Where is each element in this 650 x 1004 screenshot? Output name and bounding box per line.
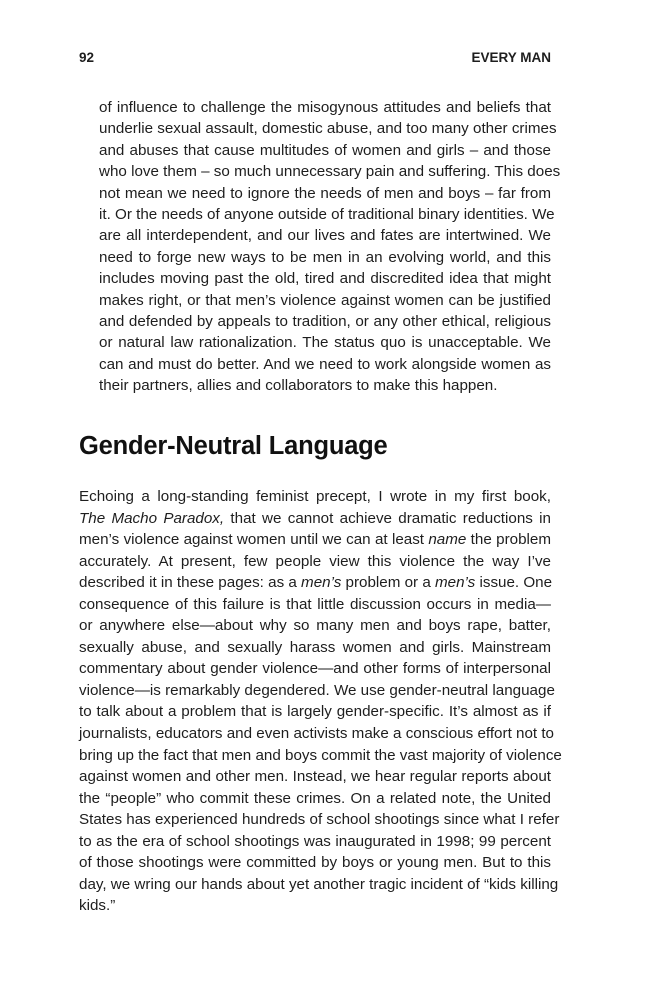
body-line: Echoing a long-standing feminist precept, I wrote in my first book, (79, 488, 551, 505)
body-line: bring up the fact that men and boys commit the vast majority of violence (79, 746, 562, 764)
body-line: sexually abuse, and sexually harass women and girls. Mainstream (79, 638, 551, 656)
quote-line: who love them – so much unnecessary pain and suffering. This does (99, 163, 561, 181)
quote-line: it. Or the needs of anyone outside of traditional binary identities. We (99, 206, 555, 224)
body-line: kids.” (79, 897, 116, 915)
quote-line: need to forge new ways to be men in an evolving world, and this (99, 248, 551, 266)
body-line: consequence of this failure is that little discussion occurs in media— (79, 595, 551, 613)
body-line: violence—is remarkably degendered. We use gender-neutral language (79, 681, 555, 699)
body-line: journalists, educators and even activists make a conscious effort not to (79, 725, 555, 743)
emphasis: men’s (435, 574, 476, 592)
body-text: that we cannot achieve dramatic reductions in (224, 509, 551, 527)
body-line (79, 508, 551, 530)
quote-line: of influence to challenge the misogynous attitudes and beliefs that (99, 99, 551, 116)
body-line (79, 529, 551, 551)
body-line: the “people” who commit these crimes. On a related note, the United (79, 789, 551, 807)
body-text: problem or a (341, 574, 435, 592)
body-line: to talk about a problem that is largely gender-specific. It’s almost as if (79, 703, 551, 721)
quote-line: and defended by appeals to tradition, or any other ethical, religious (99, 313, 551, 331)
emphasis: men’s (301, 574, 342, 592)
emphasis: name (428, 531, 467, 549)
quote-line: and abuses that cause multitudes of women and girls – and those (99, 141, 551, 159)
quote-line: or natural law rationalization. The status quo is unacceptable. We (99, 334, 551, 352)
body-paragraph (79, 486, 562, 917)
body-line (79, 572, 551, 594)
page-number: 92 (79, 50, 95, 65)
running-head: EVERY MAN (471, 50, 551, 65)
body-text: men’s violence against women until we can at least (79, 531, 429, 549)
body-text: described it in these pages: as a (79, 574, 302, 592)
body-line: commentary about gender violence—and other forms of interpersonal (79, 660, 551, 678)
body-line: of those shootings were committed by boys or young men. But to this (79, 854, 551, 872)
quote-line: their partners, allies and collaborators to make this happen. (99, 377, 498, 395)
body-text: issue. One (475, 574, 553, 592)
quote-line: includes moving past the old, tired and discredited idea that might (99, 270, 551, 288)
body-line: against women and other men. Instead, we hear regular reports about (79, 768, 551, 786)
body-line: accurately. At present, few people view this violence the way I’ve (79, 552, 551, 570)
body-line: States has experienced hundreds of school shootings since what I refer (79, 811, 560, 829)
book-title: The Macho Paradox, (79, 509, 225, 527)
section-heading: Gender-Neutral Language (79, 432, 388, 460)
quote-line: not mean we need to ignore the needs of men and boys – far from (99, 184, 551, 202)
body-text: the problem (466, 531, 551, 549)
body-line: or anywhere else—about why so many men and boys rape, batter, (79, 617, 551, 635)
quote-line: can and must do better. And we need to work alongside women as (99, 355, 551, 373)
body-line: to as the era of school shootings was inaugurated in 1998; 99 percent (79, 832, 551, 850)
quote-line: are all interdependent, and our lives and fates are intertwined. We (99, 227, 551, 245)
page-header (79, 50, 551, 70)
quote-line: underlie sexual assault, domestic abuse, and too many other crimes (99, 120, 557, 138)
quote-line: makes right, or that men’s violence against women can be justified (99, 291, 551, 309)
body-line: day, we wring our hands about yet another tragic incident of “kids killing (79, 875, 559, 893)
block-quote (99, 97, 561, 397)
